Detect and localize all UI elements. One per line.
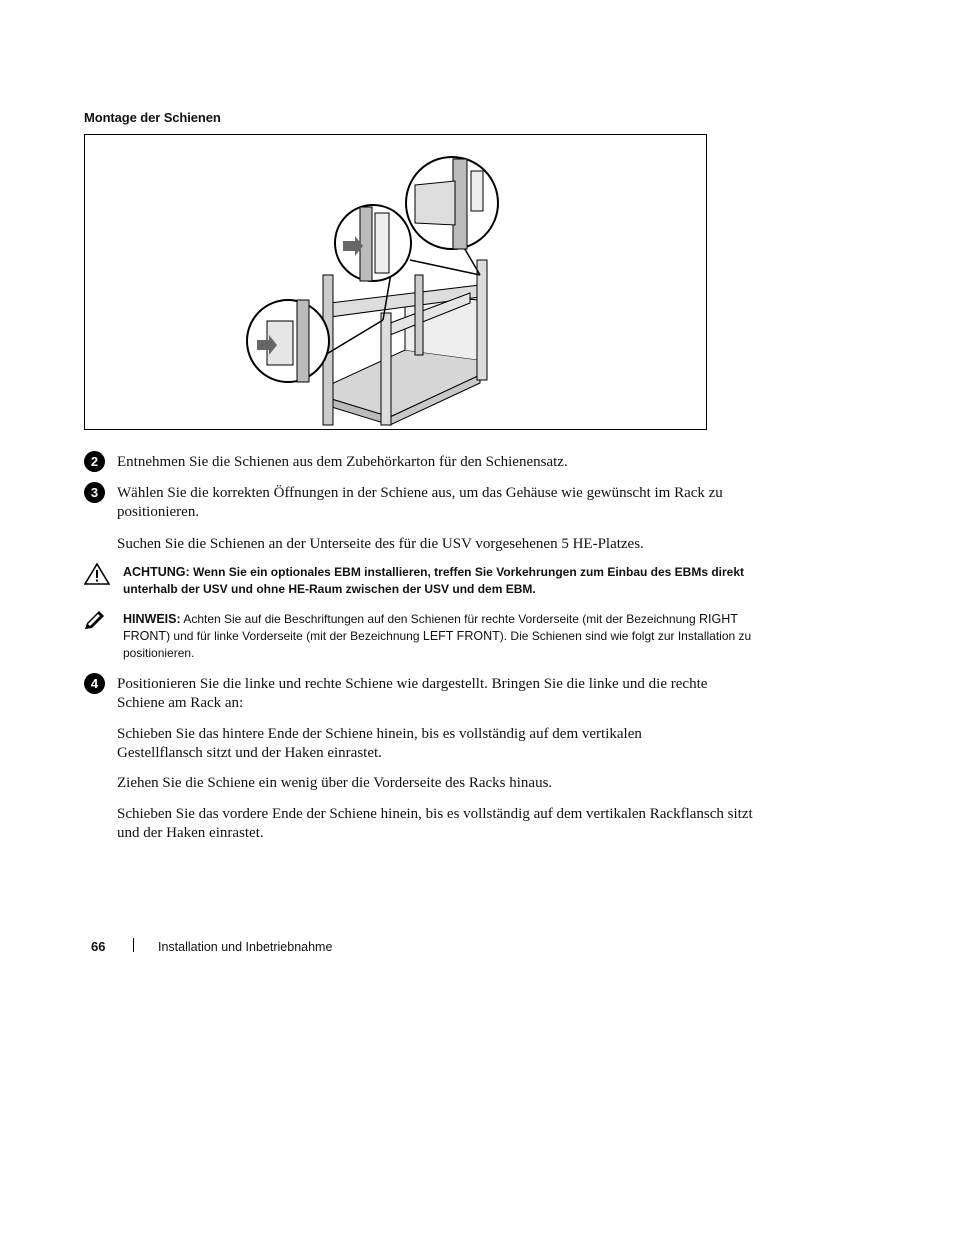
footer-separator bbox=[133, 938, 134, 952]
notice-text-c: ). Die Schienen sind wie folgt zur Installation zu positionieren. bbox=[123, 629, 752, 660]
step-3-subtext: Suchen Sie die Schienen an der Unterseite des für die USV vorgesehenen 5 HE-Platzes. bbox=[117, 536, 644, 552]
figure-title: Montage der Schienen bbox=[84, 110, 221, 125]
pencil-note-icon bbox=[84, 610, 106, 635]
footer-section-title: Installation und Inbetriebnahme bbox=[158, 940, 333, 954]
rail-illustration bbox=[85, 135, 708, 431]
notice-keyword-right-front: RIGHT FRONT bbox=[123, 612, 738, 643]
rail-mounting-figure bbox=[84, 134, 707, 430]
notice-text-b: ) und für linke Vorderseite (mit der Bezeichnung bbox=[166, 629, 420, 643]
notice-label: HINWEIS: bbox=[123, 612, 181, 626]
step-4-text: Positionieren Sie die linke und rechte Schiene wie dargestellt. Bringen Sie die linke und die rechte Schiene am Rack an: bbox=[117, 676, 708, 711]
step-number-3: 3 bbox=[84, 482, 105, 503]
page-number: 66 bbox=[91, 939, 106, 954]
step-3-text: Wählen Sie die korrekten Öffnungen in der Schiene aus, um das Gehäuse wie gewünscht im Rack zu positionieren. bbox=[117, 485, 723, 520]
caution-note bbox=[123, 564, 763, 598]
step-2-text: Entnehmen Sie die Schienen aus dem Zubehörkarton für den Schienensatz. bbox=[117, 454, 568, 470]
step-4-subtext-3: Schieben Sie das vordere Ende der Schiene hinein, bis es vollständig auf dem vertikalen Rackflansch sitzt und der Haken einrastet. bbox=[117, 806, 753, 841]
caution-text: Wenn Sie ein optionales EBM installieren, treffen Sie Vorkehrungen zum Einbau des EBMs direkt unterhalb der USV und ohne HE-Raum zwischen der USV und dem EBM. bbox=[123, 565, 745, 596]
caution-label: ACHTUNG: bbox=[123, 565, 190, 579]
step-4-subtext-1: Schieben Sie das hintere Ende der Schiene hinein, bis es vollständig auf dem vertikalen Gestellflansch sitzt und der Haken einrastet. bbox=[117, 726, 642, 761]
warning-triangle-icon bbox=[84, 563, 110, 590]
notice-keyword-left-front: LEFT FRONT bbox=[422, 629, 500, 643]
step-number-4: 4 bbox=[84, 673, 105, 694]
notice-text-a: Achten Sie auf die Beschriftungen auf den Schienen für rechte Vorderseite (mit der Bezeichnung bbox=[183, 612, 696, 626]
notice-note bbox=[123, 611, 763, 662]
step-4-subtext-2: Ziehen Sie die Schiene ein wenig über die Vorderseite des Racks hinaus. bbox=[117, 775, 553, 791]
step-number-2: 2 bbox=[84, 451, 105, 472]
